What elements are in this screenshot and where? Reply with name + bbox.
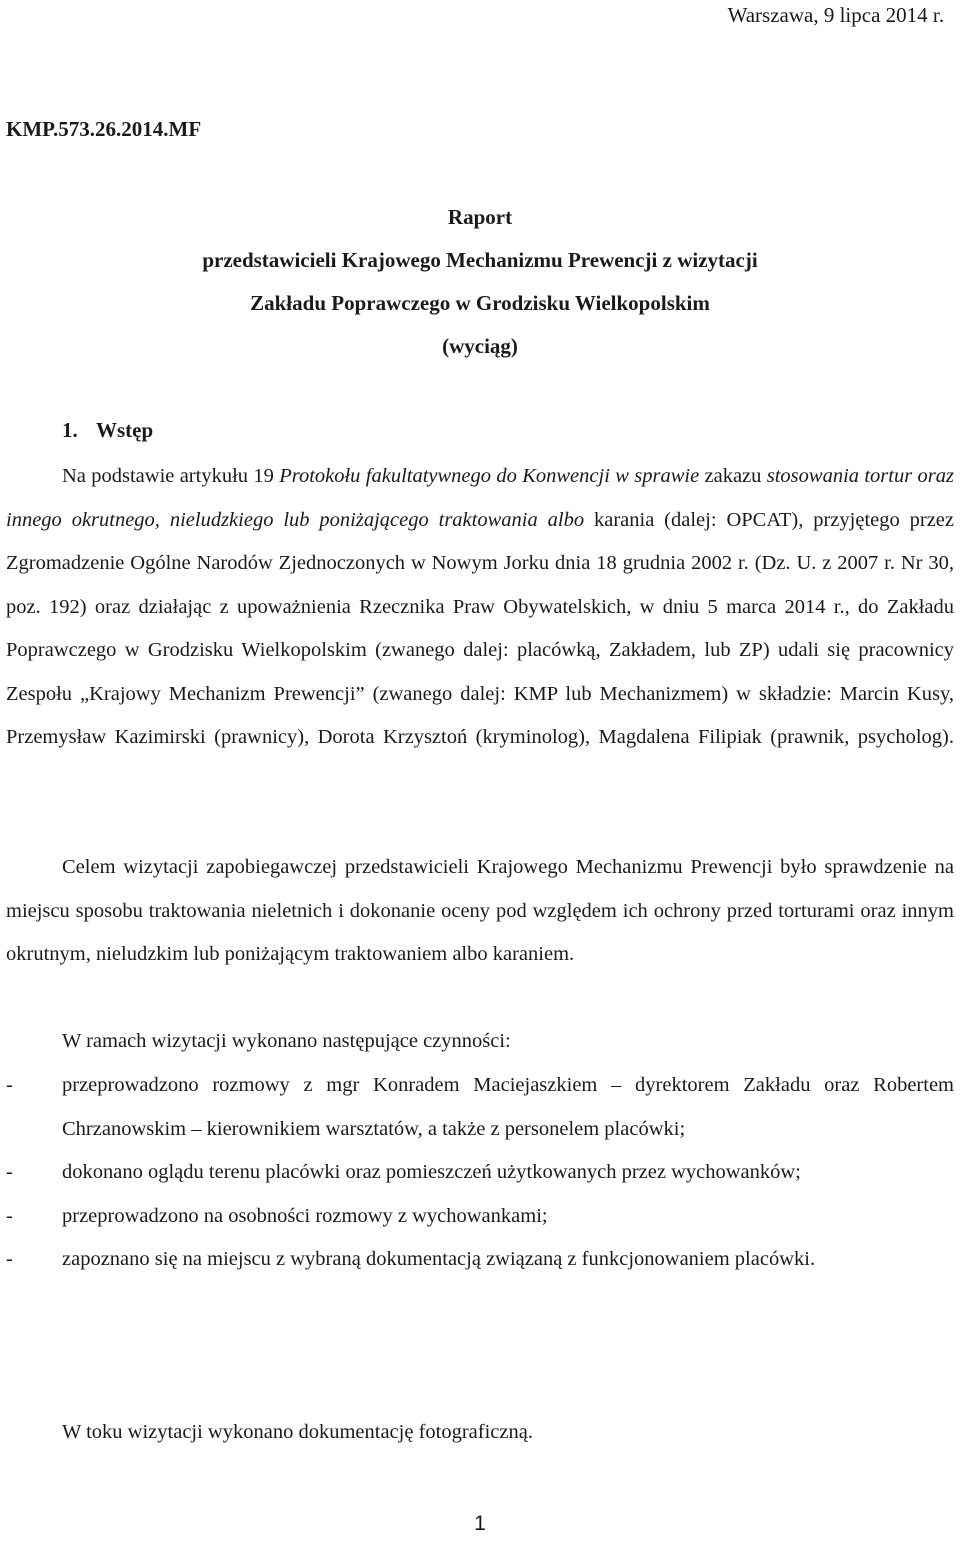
title-line-3: Zakładu Poprawczego w Grodzisku Wielkopolskim <box>250 291 710 315</box>
list-item-text: przeprowadzono rozmowy z mgr Konradem Maciejaszkiem – dyrektorem Zakładu oraz Robertem Chrzanowskim – kierownikiem warsztatów, a także z personelem placówki; <box>62 1074 954 1140</box>
paragraph-intro-text-2: zakazu <box>699 465 767 487</box>
page-number: 1 <box>474 1512 486 1535</box>
report-title <box>0 196 960 368</box>
list-item-dash: - <box>6 1204 13 1227</box>
paragraph-intro-italic-2: stosowania tortur oraz innego okrutnego, nieludzkiego lub poniżającego traktowania albo <box>6 465 955 531</box>
list-item-dash: - <box>6 1161 13 1183</box>
paragraph-intro <box>6 455 954 803</box>
list-item-dash: - <box>6 1248 13 1270</box>
paragraph-photo-documentation: W toku wizytacji wykonano dokumentację fotograficzną. <box>62 1421 533 1443</box>
section-title: Wstęp <box>96 418 154 442</box>
paragraph-intro-text-1: Na podstawie artykułu 19 <box>62 465 280 487</box>
document-date: Warszawa, 9 lipca 2014 r. <box>727 3 944 27</box>
title-line-2: przedstawicieli Krajowego Mechanizmu Prewencji z wizytacji <box>202 248 758 272</box>
paragraph-purpose: Celem wizytacji zapobiegawczej przedstawicieli Krajowego Mechanizmu Prewencji było sprawdzenie na miejscu sposobu traktowania nieletnich i dokonanie oceny pod względem ich ochrony przed torturami oraz innym okrutnym, nieludzkim lub poniżającym traktowaniem albo karaniem. <box>6 856 954 965</box>
section-number: 1. <box>62 418 78 442</box>
document-reference-number: KMP.573.26.2014.MF <box>6 117 202 141</box>
paragraph-activities-intro: W ramach wizytacji wykonano następujące czynności: <box>62 1030 511 1052</box>
paragraph-intro-italic-1: Protokołu fakultatywnego do Konwencji w sprawie <box>279 465 700 487</box>
title-line-1: Raport <box>447 205 513 229</box>
section-heading <box>62 412 153 448</box>
list-item <box>6 1195 954 1239</box>
list-item <box>6 1238 954 1282</box>
list-item-text: zapoznano się na miejscu z wybraną dokumentacją związaną z funkcjonowaniem placówki. <box>62 1248 816 1270</box>
title-line-4: (wyciąg) <box>442 334 518 358</box>
list-item <box>6 1064 954 1151</box>
list-item-text: przeprowadzono na osobności rozmowy z wychowankami; <box>62 1204 548 1227</box>
activities-list <box>6 1064 954 1282</box>
paragraph-intro-text-3: karania (dalej: OPCAT), przyjętego przez Zgromadzenie Ogólne Narodów Zjednoczonych w Nowym Jorku dnia 18 grudnia 2002 r. (Dz. U. z 2007 r. Nr 30, poz. 192) oraz działając z upoważnienia Rzecznika Praw Obywatelskich, w dniu 5 marca 2014 r., do Zakładu Poprawczego w Grodzisku Wielkopolskim (zwanego dalej: placówką, Zakładem, lub ZP) udali się pracownicy Zespołu „Krajowy Mechanizm Prewencji” (zwanego dalej: KMP lub Mechanizmem) w składzie: Marcin Kusy, Przemysław Kazimirski (prawnicy), Dorota Krzysztoń (kryminolog), Magdalena Filipiak (prawnik, psycholog). <box>6 508 955 748</box>
list-item-dash: - <box>6 1074 13 1096</box>
list-item-text: dokonano oglądu terenu placówki oraz pomieszczeń użytkowanych przez wychowanków; <box>62 1161 801 1183</box>
list-item <box>6 1151 954 1195</box>
